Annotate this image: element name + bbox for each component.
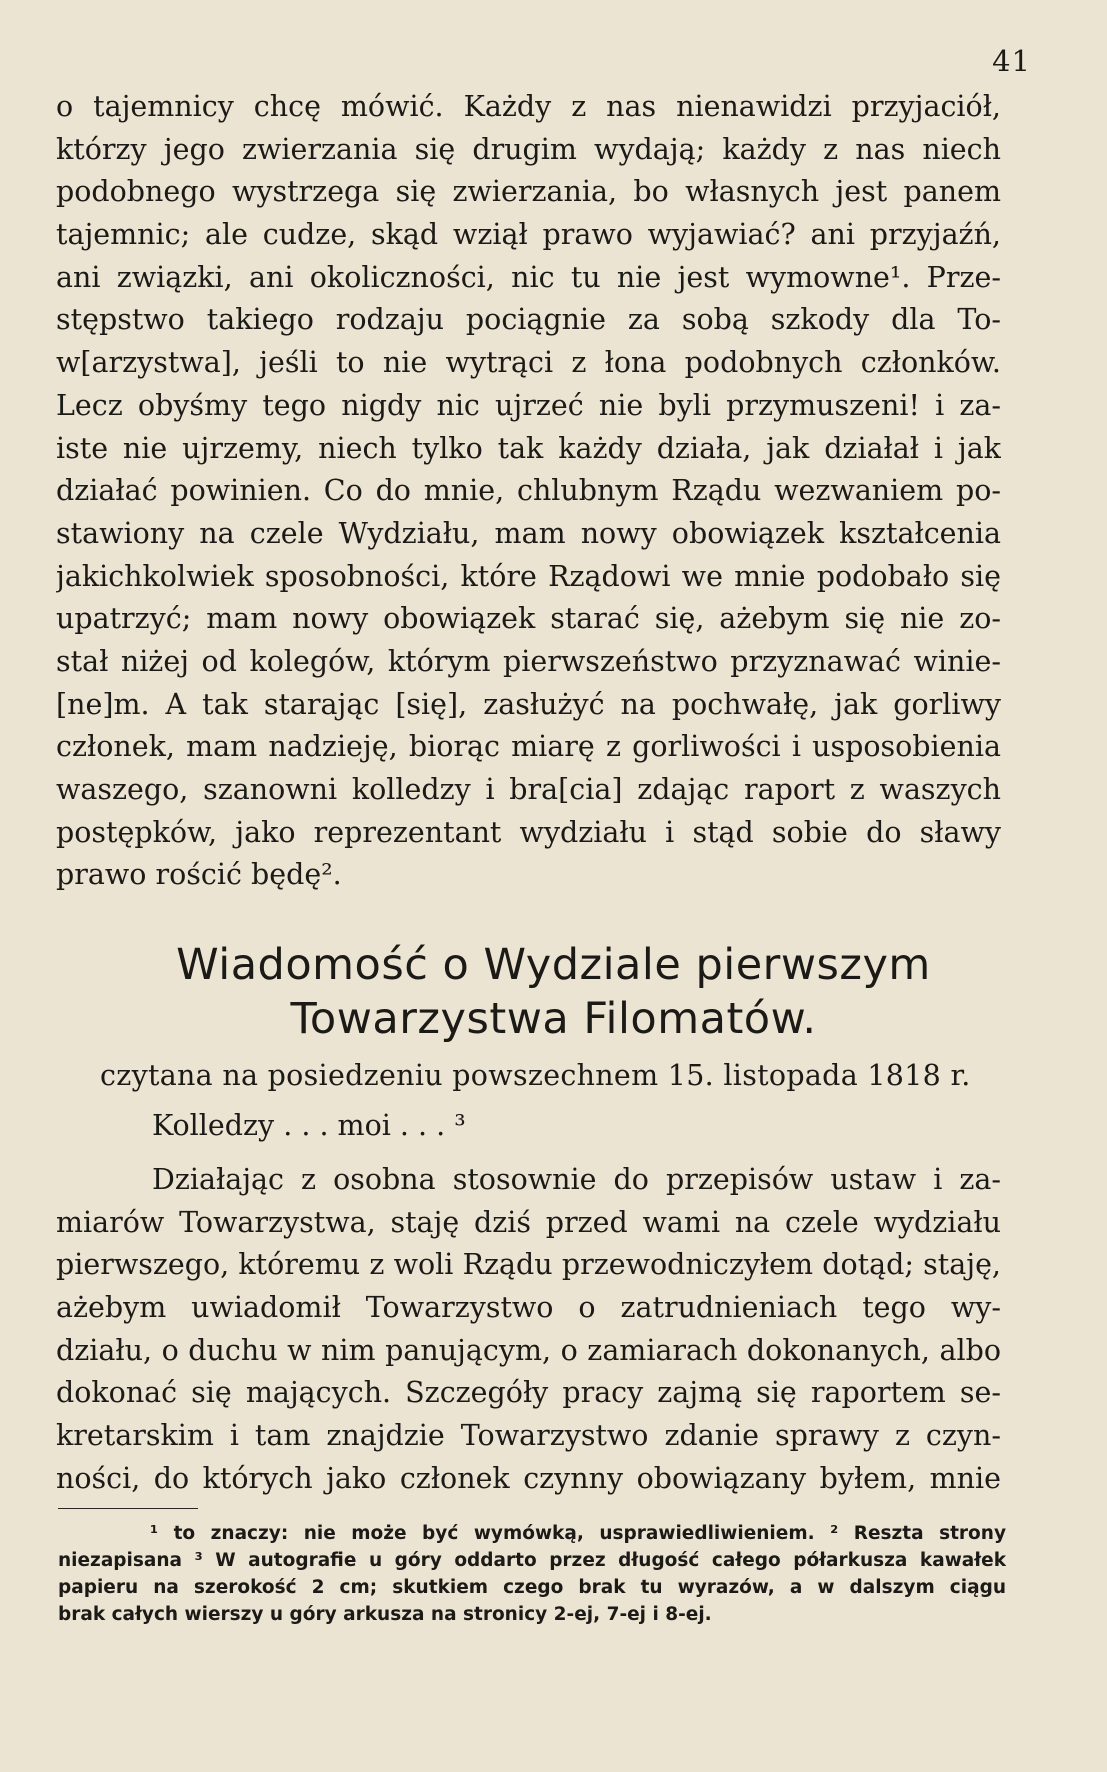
text-line: ani związki, ani okoliczności, nic tu nie jest wymowne¹. Prze- (56, 260, 1001, 294)
footnote-line: papieru na szerokość 2 cm; skutkiem czego brak tu wyrazów, a w dalszym ciągu (58, 1577, 1006, 1598)
text-line: podobnego wystrzega się zwierzania, bo własnych jest panem (56, 175, 1001, 209)
paragraph-continued (56, 86, 1001, 897)
text-line: [ne]m. A tak starając [się], zasłużyć na pochwałę, jak gorliwy (56, 687, 1001, 721)
text-line: działać powinien. Co do mnie, chlubnym Rządu wezwaniem po- (56, 474, 1001, 508)
text-line: miarów Towarzystwa, staję dziś przed wami na czele wydziału (56, 1205, 1001, 1239)
footnote-line: ¹ to znaczy: nie może być wymówką, usprawiedliwieniem. ² Reszta strony (150, 1523, 1006, 1544)
section-subtitle: czytana na posiedzeniu powszechnem 15. listopada 1818 r. (100, 1059, 971, 1092)
text-line: upatrzyć; mam nowy obowiązek starać się, ażebym się nie zo- (56, 602, 1001, 636)
text-line: kretarskim i tam znajdzie Towarzystwo zdanie sprawy z czyn- (56, 1419, 1001, 1453)
section-heading-line-1: Wiadomość o Wydziale pierwszym (176, 940, 931, 990)
text-line: tajemnic; ale cudze, skąd wziął prawo wyjawiać? ani przyjaźń, (56, 218, 1001, 252)
text-line: działu, o duchu w nim panującym, o zamiarach dokonanych, albo (56, 1333, 1001, 1367)
text-line: iste nie ujrzemy, niech tylko tak każdy działa, jak działał i jak (56, 431, 1001, 465)
text-line: waszego, szanowni kolledzy i bra[cia] zdając raport z waszych (56, 773, 1001, 806)
text-line: dokonać się mających. Szczegóły pracy zajmą się raportem se- (56, 1376, 1001, 1410)
text-line: postępków, jako reprezentant wydziału i stąd sobie do sławy (56, 815, 1001, 849)
text-line: którzy jego zwierzania się drugim wydają; każdy z nas niech (56, 132, 1001, 166)
text-line: o tajemnicy chcę mówić. Każdy z nas nienawidzi przyjaciół, (56, 90, 1001, 123)
footnote-line: niezapisana ³ W autografie u góry oddarto przez długość całego półarkusza kawałek (58, 1550, 1006, 1571)
footnote-divider (58, 1508, 198, 1509)
footnotes (58, 1520, 1006, 1628)
text-line: w[arzystwa], jeśli to nie wytrąci z łona podobnych członków. (56, 346, 1001, 380)
salutation: Kolledzy . . . moi . . . ³ (152, 1109, 466, 1142)
text-line: stępstwo takiego rodzaju pociągnie za sobą szkody dla To- (56, 303, 1001, 337)
text-line: jakichkolwiek sposobności, które Rządowi we mnie podobało się (56, 559, 1001, 593)
footnote-line: brak całych wierszy u góry arkusza na stronicy 2-ej, 7-ej i 8-ej. (58, 1604, 712, 1625)
text-line: ności, do których jako członek czynny obowiązany byłem, mnie (56, 1461, 1001, 1495)
text-line: stał niżej od kolegów, którym pierwszeństwo przyznawać winie- (56, 644, 1001, 678)
text-line: Działając z osobna stosownie do przepisów ustaw i za- (152, 1163, 1001, 1196)
text-line: stawiony na czele Wydziału, mam nowy obowiązek kształcenia (56, 516, 1001, 550)
text-line: członek, mam nadzieję, biorąc miarę z gorliwości i usposobienia (56, 730, 1001, 764)
text-line: prawo rościć będę². (56, 858, 342, 892)
paragraph-report (56, 1159, 1001, 1501)
page-number: 41 (992, 44, 1031, 78)
text-line: ażebym uwiadomił Towarzystwo o zatrudnieniach tego wy- (56, 1291, 1001, 1325)
section-heading-line-2: Towarzystwa Filomatów. (290, 994, 817, 1044)
text-line: Lecz obyśmy tego nigdy nic ujrzeć nie byli przymuszeni! i za- (56, 388, 1001, 422)
text-line: pierwszego, któremu z woli Rządu przewodniczyłem dotąd; staję, (56, 1248, 1001, 1282)
